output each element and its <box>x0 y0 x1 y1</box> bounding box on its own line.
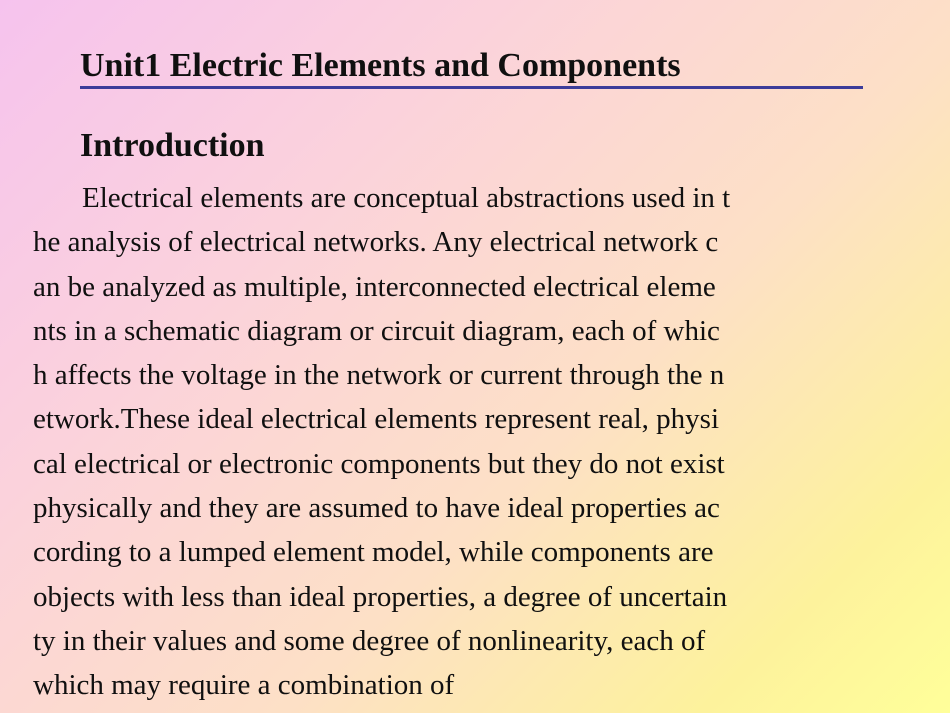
title-underline <box>80 86 863 89</box>
paragraph-line: nts in a schematic diagram or circuit diagram, each of whic <box>33 314 720 347</box>
paragraph-line: h affects the voltage in the network or current through the n <box>33 359 725 392</box>
paragraph-line: etwork.These ideal electrical elements represent real, physi <box>33 403 720 436</box>
slide-title: Unit1 Electric Elements and Components <box>80 47 681 84</box>
paragraph-line: Electrical elements are conceptual abstractions used in t <box>82 182 731 214</box>
paragraph-line: physically and they are assumed to have ideal properties ac <box>33 492 720 525</box>
paragraph-line: cording to a lumped element model, while components are <box>33 536 714 569</box>
paragraph-line: cal electrical or electronic components but they do not exist <box>33 447 725 480</box>
paragraph-line: an be analyzed as multiple, interconnected electrical eleme <box>33 270 716 303</box>
body-paragraph <box>33 176 933 708</box>
section-heading: Introduction <box>80 127 265 164</box>
paragraph-line: which may require a combination of <box>33 669 455 702</box>
paragraph-line: objects with less than ideal properties, a degree of uncertain <box>33 580 728 613</box>
paragraph-line: ty in their values and some degree of nonlinearity, each of <box>33 624 706 657</box>
paragraph-line: he analysis of electrical networks. Any electrical network c <box>33 226 719 259</box>
